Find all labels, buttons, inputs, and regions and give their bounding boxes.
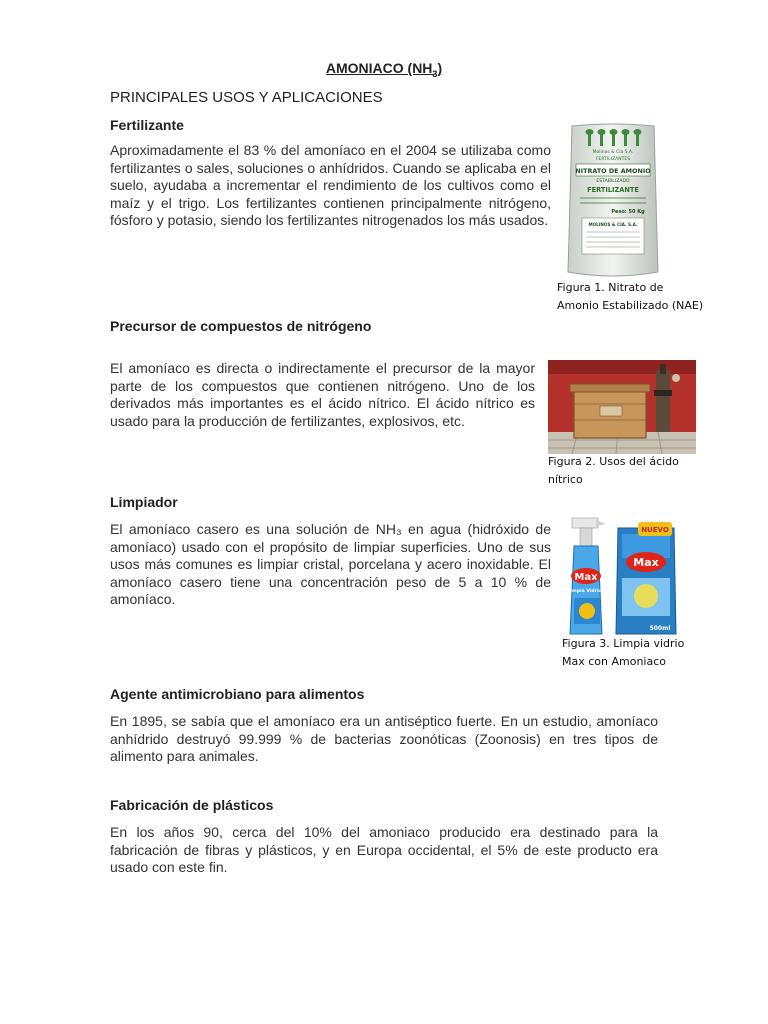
svg-text:Max: Max: [633, 556, 659, 569]
section-text-plasticos: En los años 90, cerca del 10% del amoniaco producido era destinado para la fabricación de fibras y plásticos, y en Europa occidental, el 5% de este producto era usado con este fin.: [110, 824, 658, 875]
section-text-limpiador: El amoníaco casero es una solución de NH₃ en agua (hidróxido de amoníaco) usado con el propósito de limpiar superficies. Uno de sus usos más comunes es limpiar cristal, porcelana y acero inoxidable. El amoníaco casero tiene una concentración peso de 5 a 10 % de amoníaco.: [110, 521, 551, 607]
svg-text:Molinos & Cía S.A.: Molinos & Cía S.A.: [592, 150, 634, 155]
svg-text:Limpia Vidrios: Limpia Vidrios: [567, 589, 605, 594]
section-heading-fertilizante: Fertilizante: [110, 117, 184, 133]
section-heading-limpiador: Limpiador: [110, 494, 178, 510]
svg-text:FERTILIZANTE: FERTILIZANTE: [587, 186, 639, 194]
section-text-precursor: El amoníaco es directa o indirectamente el precursor de la mayor parte de los compuestos que contienen nitrógeno. Uno de los derivados más importantes es el ácido nítrico. El ácido nítrico es usado para la producción de fertilizantes, explosivos, etc.: [110, 360, 535, 429]
figure-1-caption: Figura 1. Nitrato de Amonio Estabilizado (NAE): [557, 281, 704, 312]
nitric-acid-crate-image: [548, 360, 696, 454]
svg-text:Max: Max: [574, 572, 598, 583]
svg-text:FERTILIZANTES: FERTILIZANTES: [595, 157, 631, 162]
document-title: AMONIACO $(NH_3)$: [325, 60, 443, 79]
figure-2-caption: Figura 2. Usos del ácido nítrico: [548, 455, 679, 486]
svg-text:NITRATO DE AMONIO: NITRATO DE AMONIO: [575, 167, 651, 175]
svg-text:ESTABILIZADO: ESTABILIZADO: [596, 179, 630, 184]
section-heading-plasticos: Fabricación de plásticos: [110, 797, 274, 813]
section-heading-precursor: Precursor de compuestos de nitrógeno: [110, 318, 372, 334]
fertilizer-bag-image: [566, 122, 660, 282]
svg-text:500ml: 500ml: [649, 625, 671, 632]
document-subtitle: PRINCIPALES USOS Y APLICACIONES: [110, 89, 383, 106]
glass-cleaner-image: [566, 514, 680, 636]
section-text-fertilizante: Aproximadamente el 83 % del amoníaco en el 2004 se utilizaba como fertilizantes o sales, soluciones o anhídridos. Cuando se aplicaba en el suelo, ayudaba a incrementar el rendimiento de los cultivos como el maíz y el trigo. Los fertilizantes contienen principalmente nitrógeno, fósforo y potasio, siendo los fertilizantes nitrogenados los más usados.: [110, 142, 551, 228]
svg-text:NUEVO: NUEVO: [641, 526, 669, 534]
section-heading-antimicrobiano: Agente antimicrobiano para alimentos: [110, 686, 365, 702]
section-text-antimicrobiano: En 1895, se sabía que el amoníaco era un antiséptico fuerte. En un estudio, amoníaco anhídrido destruyó 99.999 % de bacterias zoonóticas (Zoonosis) en tres tipos de alimento para animales.: [110, 713, 658, 764]
svg-text:Peso: 50 Kg: Peso: 50 Kg: [611, 209, 645, 215]
figure-3-caption: Figura 3. Limpia vidrio Max con Amoniaco: [562, 637, 685, 668]
svg-text:MOLINOS & CIA. S.A.: MOLINOS & CIA. S.A.: [588, 222, 638, 227]
